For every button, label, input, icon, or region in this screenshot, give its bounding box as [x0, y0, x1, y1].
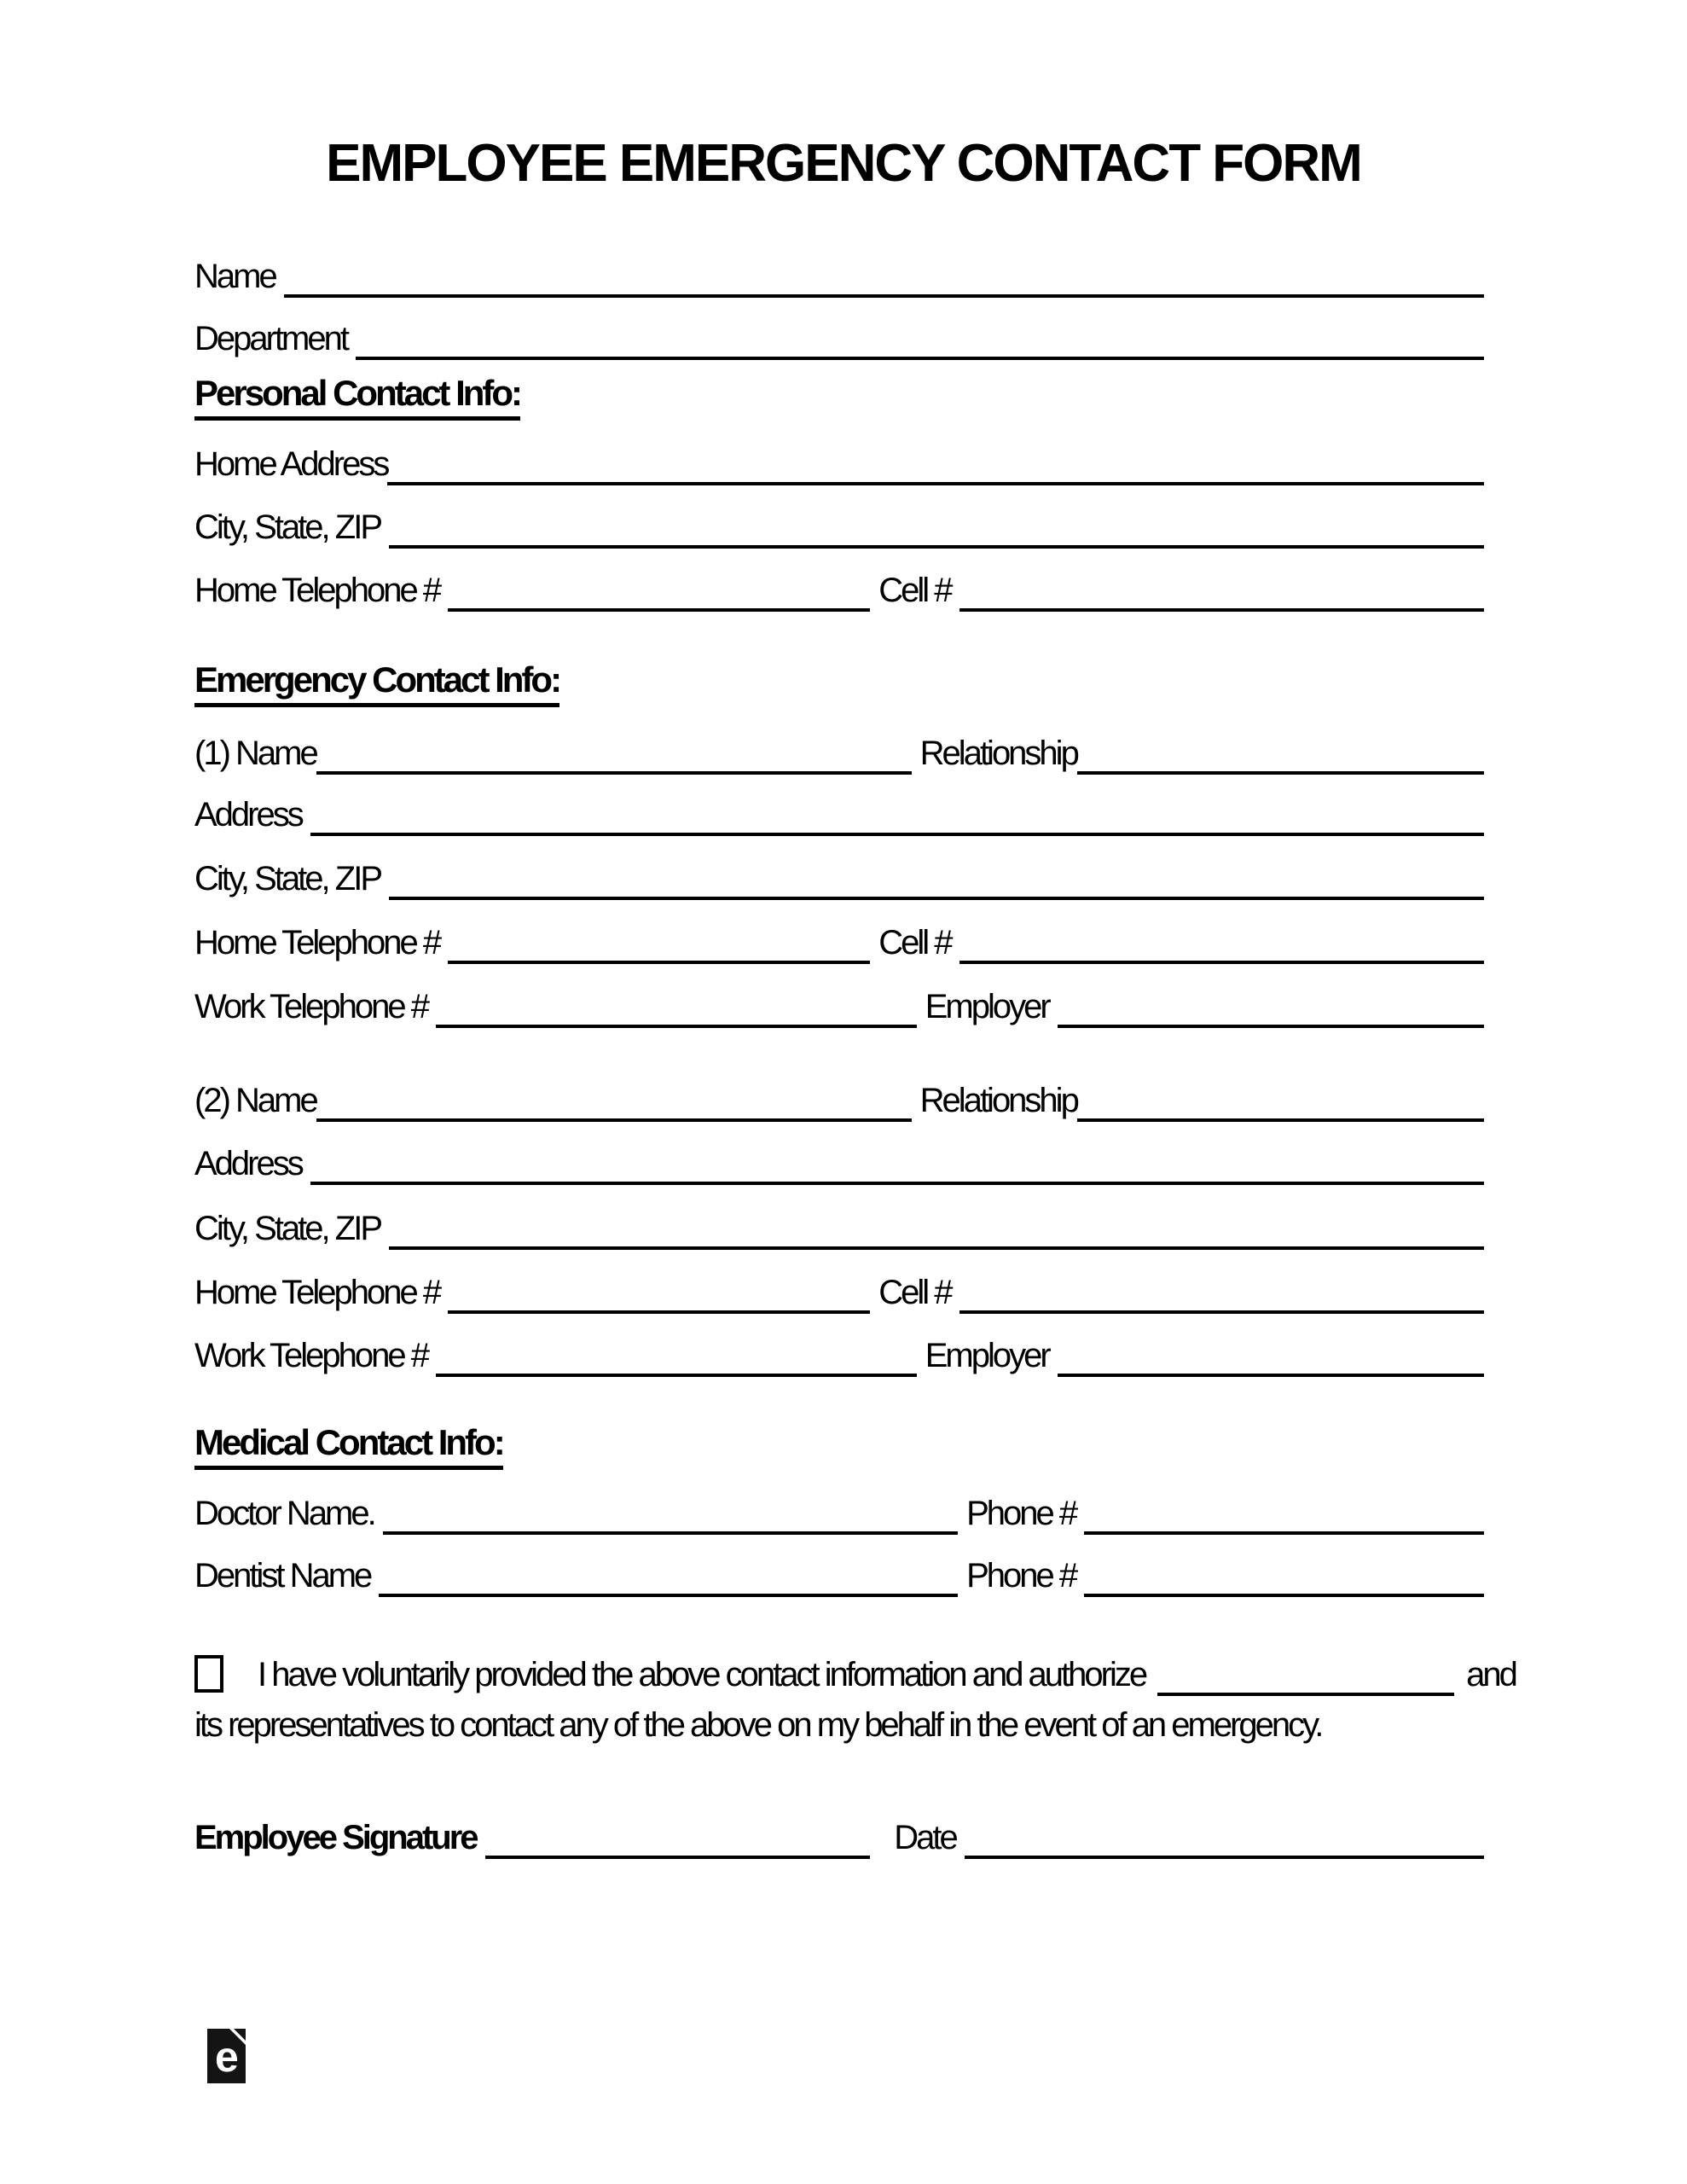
- authorization-checkbox[interactable]: [194, 1655, 223, 1693]
- contact2-address-row: [194, 1141, 1484, 1185]
- contact2-name-label: (2) Name: [194, 1082, 316, 1119]
- city-state-zip-label: City, State, ZIP: [194, 860, 380, 897]
- contact2-name-input-line[interactable]: [316, 1079, 912, 1122]
- contact2-phones-row: [194, 1269, 1484, 1314]
- doctor-phone-input-line[interactable]: [1084, 1492, 1484, 1535]
- contact1-name-label: (1) Name: [194, 735, 316, 772]
- contact1-name-row: [194, 730, 1484, 775]
- cell-label: Cell #: [878, 572, 951, 609]
- contact2-city-state-zip-row: [194, 1205, 1484, 1250]
- doctor-name-label: Doctor Name.: [194, 1495, 374, 1532]
- personal-cell-input-line[interactable]: [959, 569, 1484, 612]
- contact2-address-input-line[interactable]: [310, 1142, 1484, 1185]
- contact2-work-employer-row: [194, 1333, 1484, 1377]
- dentist-name-input-line[interactable]: [379, 1554, 958, 1597]
- address-label: Address: [194, 796, 302, 834]
- cell-label: Cell #: [878, 1274, 951, 1311]
- emergency-contact-heading: Emergency Contact Info:: [194, 659, 559, 707]
- work-telephone-label: Work Telephone #: [194, 1337, 427, 1374]
- home-telephone-label: Home Telephone #: [194, 924, 440, 961]
- personal-phones-row: [194, 567, 1484, 612]
- authorization-text-line2: its representatives to contact any of the above on my behalf in the event of an emergency.: [194, 1706, 1322, 1744]
- authorization-text-before-blank: I have voluntarily provided the above contact information and authorize: [258, 1656, 1146, 1693]
- contact1-city-state-zip-row: [194, 856, 1484, 900]
- date-label: Date: [894, 1819, 956, 1856]
- personal-home-telephone-input-line[interactable]: [448, 569, 870, 612]
- logo-letter: e: [215, 2033, 239, 2081]
- personal-home-address-row: [194, 441, 1484, 485]
- contact1-home-telephone-input-line[interactable]: [448, 921, 870, 964]
- employee-signature-input-line[interactable]: [485, 1816, 871, 1859]
- employer-label: Employer: [925, 1337, 1049, 1374]
- personal-home-address-input-line[interactable]: [387, 443, 1484, 485]
- department-label: Department: [194, 320, 347, 357]
- contact1-cell-input-line[interactable]: [959, 921, 1484, 964]
- contact2-relationship-input-line[interactable]: [1077, 1079, 1484, 1122]
- authorization-statement: [194, 1650, 1516, 1747]
- employee-signature-label: Employee Signature: [194, 1819, 477, 1856]
- work-telephone-label: Work Telephone #: [194, 988, 427, 1025]
- name-label: Name: [194, 258, 275, 295]
- contact2-employer-input-line[interactable]: [1058, 1334, 1484, 1377]
- contact2-home-telephone-input-line[interactable]: [448, 1271, 870, 1314]
- date-input-line[interactable]: [965, 1816, 1484, 1859]
- home-address-label: Home Address: [194, 445, 388, 483]
- contact1-name-input-line[interactable]: [316, 732, 912, 775]
- contact2-city-state-zip-input-line[interactable]: [389, 1207, 1484, 1250]
- contact1-work-employer-row: [194, 984, 1484, 1028]
- dentist-row: [194, 1553, 1484, 1597]
- city-state-zip-label: City, State, ZIP: [194, 1210, 380, 1247]
- doctor-row: [194, 1490, 1484, 1535]
- contact1-relationship-input-line[interactable]: [1077, 732, 1484, 775]
- home-telephone-label: Home Telephone #: [194, 1274, 440, 1311]
- medical-contact-heading: Medical Contact Info:: [194, 1422, 503, 1470]
- relationship-label: Relationship: [919, 1082, 1077, 1119]
- contact1-employer-input-line[interactable]: [1058, 985, 1484, 1028]
- employer-label: Employer: [925, 988, 1049, 1025]
- personal-contact-heading: Personal Contact Info:: [194, 373, 520, 421]
- personal-city-state-zip-row: [194, 504, 1484, 549]
- personal-city-state-zip-input-line[interactable]: [389, 506, 1484, 549]
- name-row: [194, 253, 1484, 298]
- department-row: [194, 316, 1484, 360]
- name-input-line[interactable]: [284, 255, 1484, 298]
- contact1-phones-row: [194, 920, 1484, 964]
- authorization-text-after-blank: and: [1466, 1656, 1516, 1693]
- cell-label: Cell #: [878, 924, 951, 961]
- contact1-work-telephone-input-line[interactable]: [436, 985, 917, 1028]
- department-input-line[interactable]: [356, 317, 1484, 360]
- page-title: EMPLOYEE EMERGENCY CONTACT FORM: [326, 134, 1361, 193]
- eforms-document-logo: [207, 2029, 246, 2083]
- contact2-cell-input-line[interactable]: [959, 1271, 1484, 1314]
- contact1-city-state-zip-input-line[interactable]: [389, 857, 1484, 900]
- dentist-phone-input-line[interactable]: [1084, 1554, 1484, 1597]
- dentist-name-label: Dentist Name: [194, 1557, 371, 1594]
- phone-label: Phone #: [966, 1557, 1076, 1594]
- doctor-name-input-line[interactable]: [383, 1492, 958, 1535]
- contact1-address-row: [194, 792, 1484, 836]
- city-state-zip-label: City, State, ZIP: [194, 508, 380, 546]
- contact2-name-row: [194, 1077, 1484, 1122]
- contact2-work-telephone-input-line[interactable]: [436, 1334, 917, 1377]
- authorized-party-input-line[interactable]: [1157, 1653, 1454, 1696]
- relationship-label: Relationship: [919, 735, 1077, 772]
- contact1-address-input-line[interactable]: [310, 793, 1484, 836]
- phone-label: Phone #: [966, 1495, 1076, 1532]
- address-label: Address: [194, 1145, 302, 1182]
- signature-row: [194, 1815, 1484, 1859]
- home-telephone-label: Home Telephone #: [194, 572, 440, 609]
